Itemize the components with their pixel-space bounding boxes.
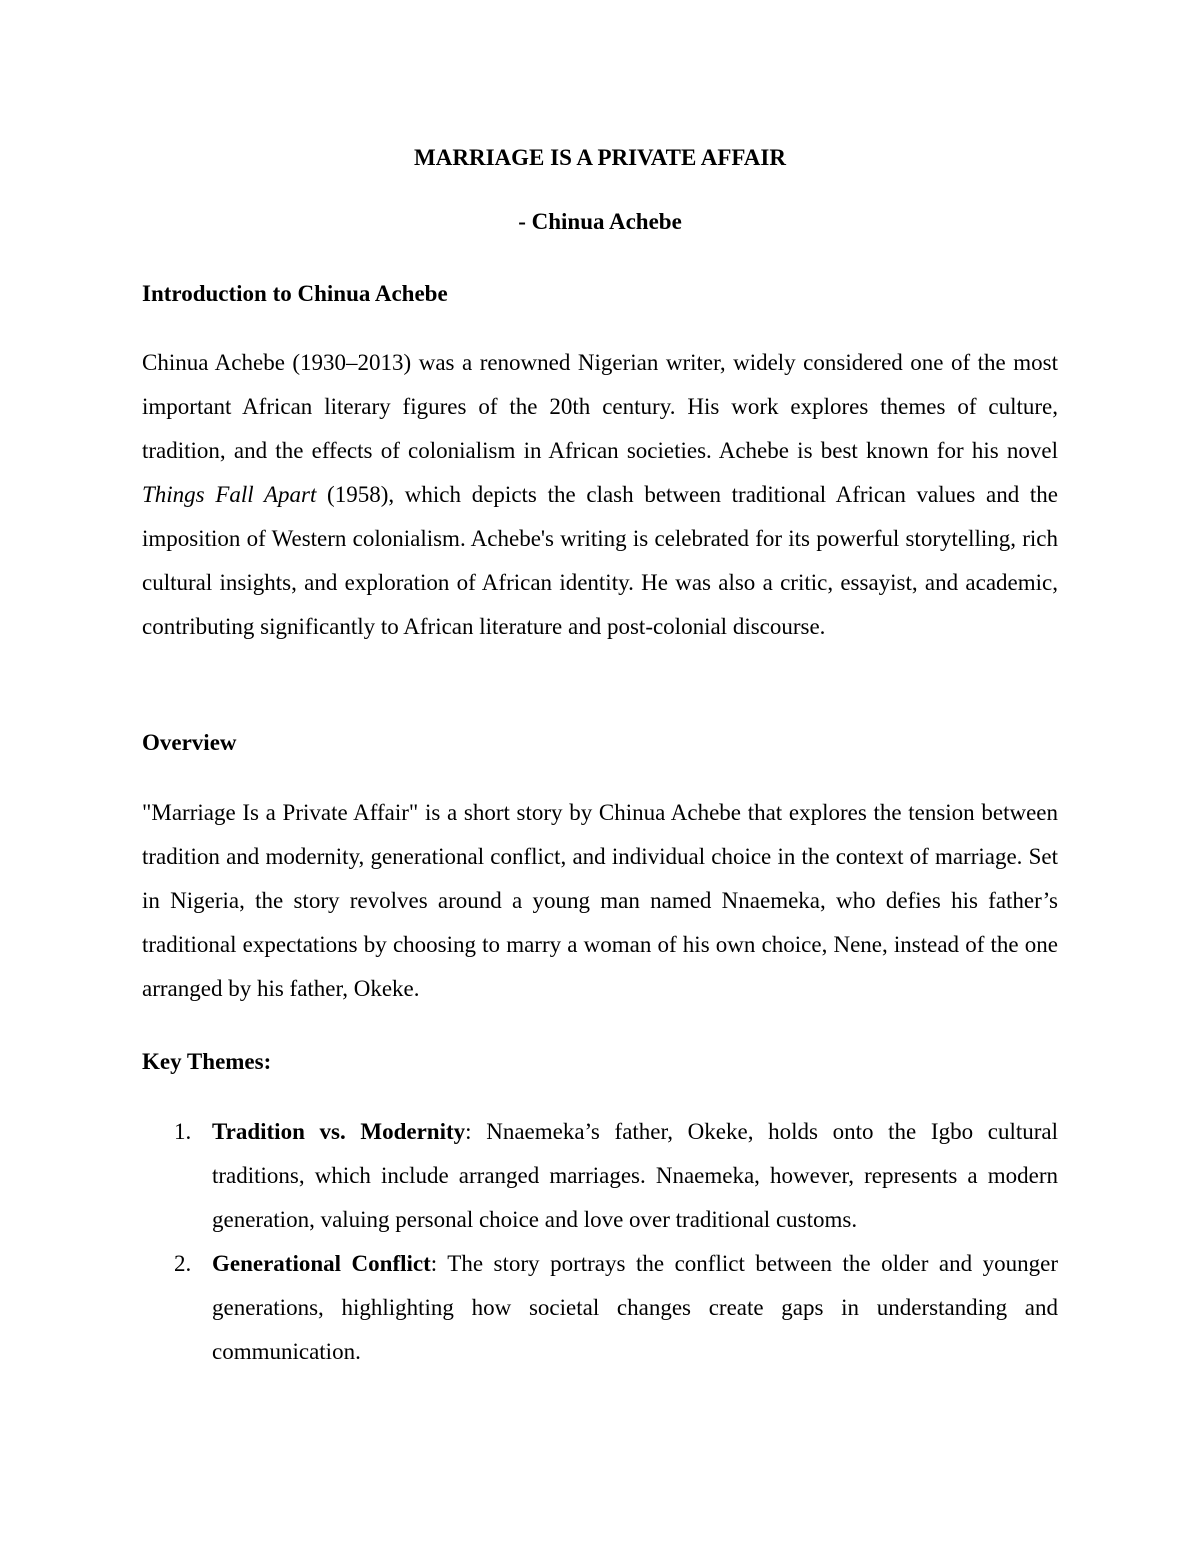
list-item-title: Generational Conflict [212, 1251, 431, 1276]
list-item-text: : The story portrays the conflict between the older and younger generations, highlighting how societal changes create gaps in understanding and communication. [212, 1251, 1058, 1364]
list-item [142, 1110, 1058, 1242]
intro-paragraph [142, 341, 1058, 649]
intro-heading: Introduction to Chinua Achebe [142, 281, 448, 306]
overview-heading: Overview [142, 730, 237, 755]
key-themes-heading: Key Themes: [142, 1049, 272, 1074]
document-author: - Chinua Achebe [518, 209, 682, 234]
intro-text-start: Chinua Achebe (1930–2013) was a renowned Nigerian writer, widely considered one of the most important African literary figures of the 20th century. His work explores themes of culture, tradition, and the effects of colonialism in African societies. Achebe is best known for his novel [142, 350, 1058, 463]
list-item-title: Tradition vs. Modernity [212, 1119, 466, 1144]
list-item-text: : Nnaemeka’s father, Okeke, holds onto the Igbo cultural traditions, which include arranged marriages. Nnaemeka, however, represents a modern generation, valuing personal choice and love over traditional customs. [212, 1119, 1058, 1232]
intro-text-end: (1958), which depicts the clash between traditional African values and the imposition of Western colonialism. Achebe's writing is celebrated for its powerful storytelling, rich cultural insights, and exploration of African identity. He was also a critic, essayist, and academic, contributing significantly to African literature and post-colonial discourse. [142, 482, 1059, 639]
novel-title: Things Fall Apart [142, 482, 317, 507]
list-item-number: 2. [174, 1251, 192, 1276]
key-themes-list [142, 1110, 1058, 1374]
list-item-number: 1. [174, 1119, 192, 1144]
document-title: MARRIAGE IS A PRIVATE AFFAIR [414, 145, 786, 170]
overview-paragraph: "Marriage Is a Private Affair" is a short story by Chinua Achebe that explores the tension between tradition and modernity, generational conflict, and individual choice in the context of marriage. Set in Nigeria, the story revolves around a young man named Nnaemeka, who defies his father’s traditional expectations by choosing to marry a woman of his own choice, Nene, instead of the one arranged by his father, Okeke. [142, 800, 1058, 1001]
list-item [142, 1242, 1058, 1374]
